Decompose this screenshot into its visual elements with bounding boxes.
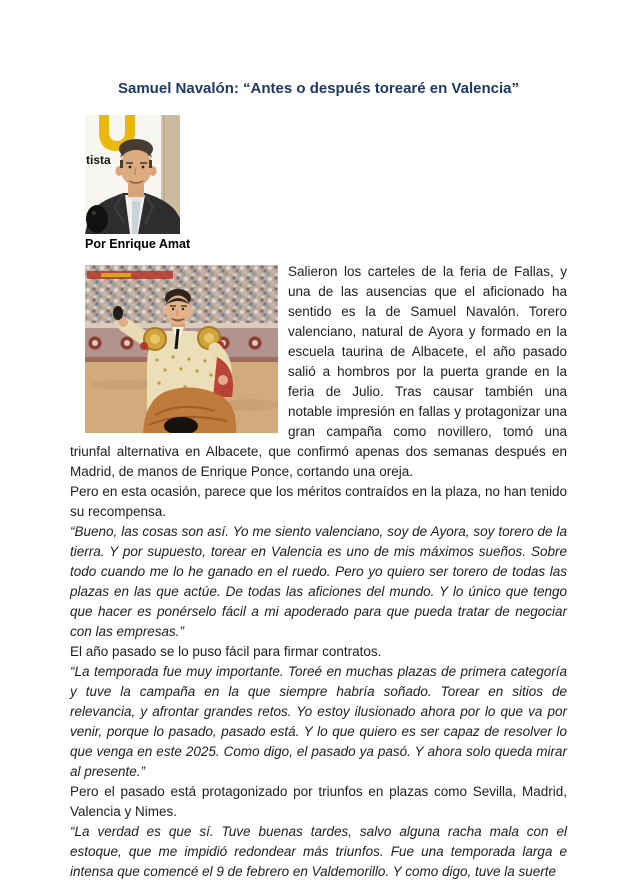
bull-ear-trophy [113, 306, 123, 320]
author-block [85, 115, 205, 251]
article-title: Samuel Navalón: “Antes o después torearé en Valencia” [118, 80, 519, 97]
banner-text: tista [86, 153, 111, 167]
article-paragraph-quote: “Bueno, las cosas son así. Yo me siento valenciano, soy de Ayora, soy torero de la tierra. Y por supuesto, torear en Valencia es uno de mis máximos sueños. Sobre todo cuando me lo he ganado en el ruedo. Pero yo quiero ser torero de todas las plazas en las que actúe. De todas las aficiones del mundo. Y lo único que tengo que hacer es ponérselo fácil a mi apoderado para que pueda tratar de negociar con las empresas.” [70, 524, 567, 639]
article-paragraph-quote: “La temporada fue muy importante. Toreé en muchas plazas de primera categoría y tuve la campaña en la que siempre habría soñado. Torear en sitios de relevancia, y afrontar grandes retos. Yo estoy ilusionado ahora por lo que va por venir, porque lo pasado, pasado está. Y lo que quiero es ser capaz de resolver lo que venga en este 2025. Como digo, el pasado ya pasó. Y ahora solo queda mirar al presente.” [70, 664, 567, 779]
microphone [86, 205, 108, 233]
article-paragraph: El año pasado se lo puso fácil para firmar contratos. [70, 644, 382, 659]
author-photo-image [85, 115, 180, 234]
article-paragraph: Pero el pasado está protagonizado por triunfos en plazas como Sevilla, Madrid, Valencia y Nimes. [70, 784, 567, 819]
byline: Por Enrique Amat [85, 237, 191, 251]
article-paragraph: Salieron los carteles de la feria de Fallas, y una de las ausencias que el aficionado ha sentido es la de Samuel Navalón. Torero valenciano, natural de Ayora y formado en la escuela taurina de Albacete, el año pasado salió a hombros por la puerta grande en la feria de Julio. Tras causar también una notable impresión en fallas y protagonizar una gran campaña como novillero, tomó una triunfal alternativa en Albacete, que confirmó apenas dos semanas después en Madrid, de manos de Enrique Ponce, cortando una oreja. [70, 264, 567, 479]
matador-photo-image [85, 265, 278, 433]
article-paragraph-quote: “La verdad es que sí. Tuve buenas tardes, salvo alguna racha mala con el estoque, que me impidió redondear más triunfos. Fue una temporada larga e intensa que comencé el 9 de febrero en Valdemorillo. Y como digo, tuve la suerte [70, 824, 567, 879]
matador-tie [176, 329, 178, 349]
article-body [70, 262, 567, 882]
article-paragraph: Pero en esta ocasión, parece que los méritos contraídos en la plaza, no han tenido su recompensa. [70, 484, 567, 519]
